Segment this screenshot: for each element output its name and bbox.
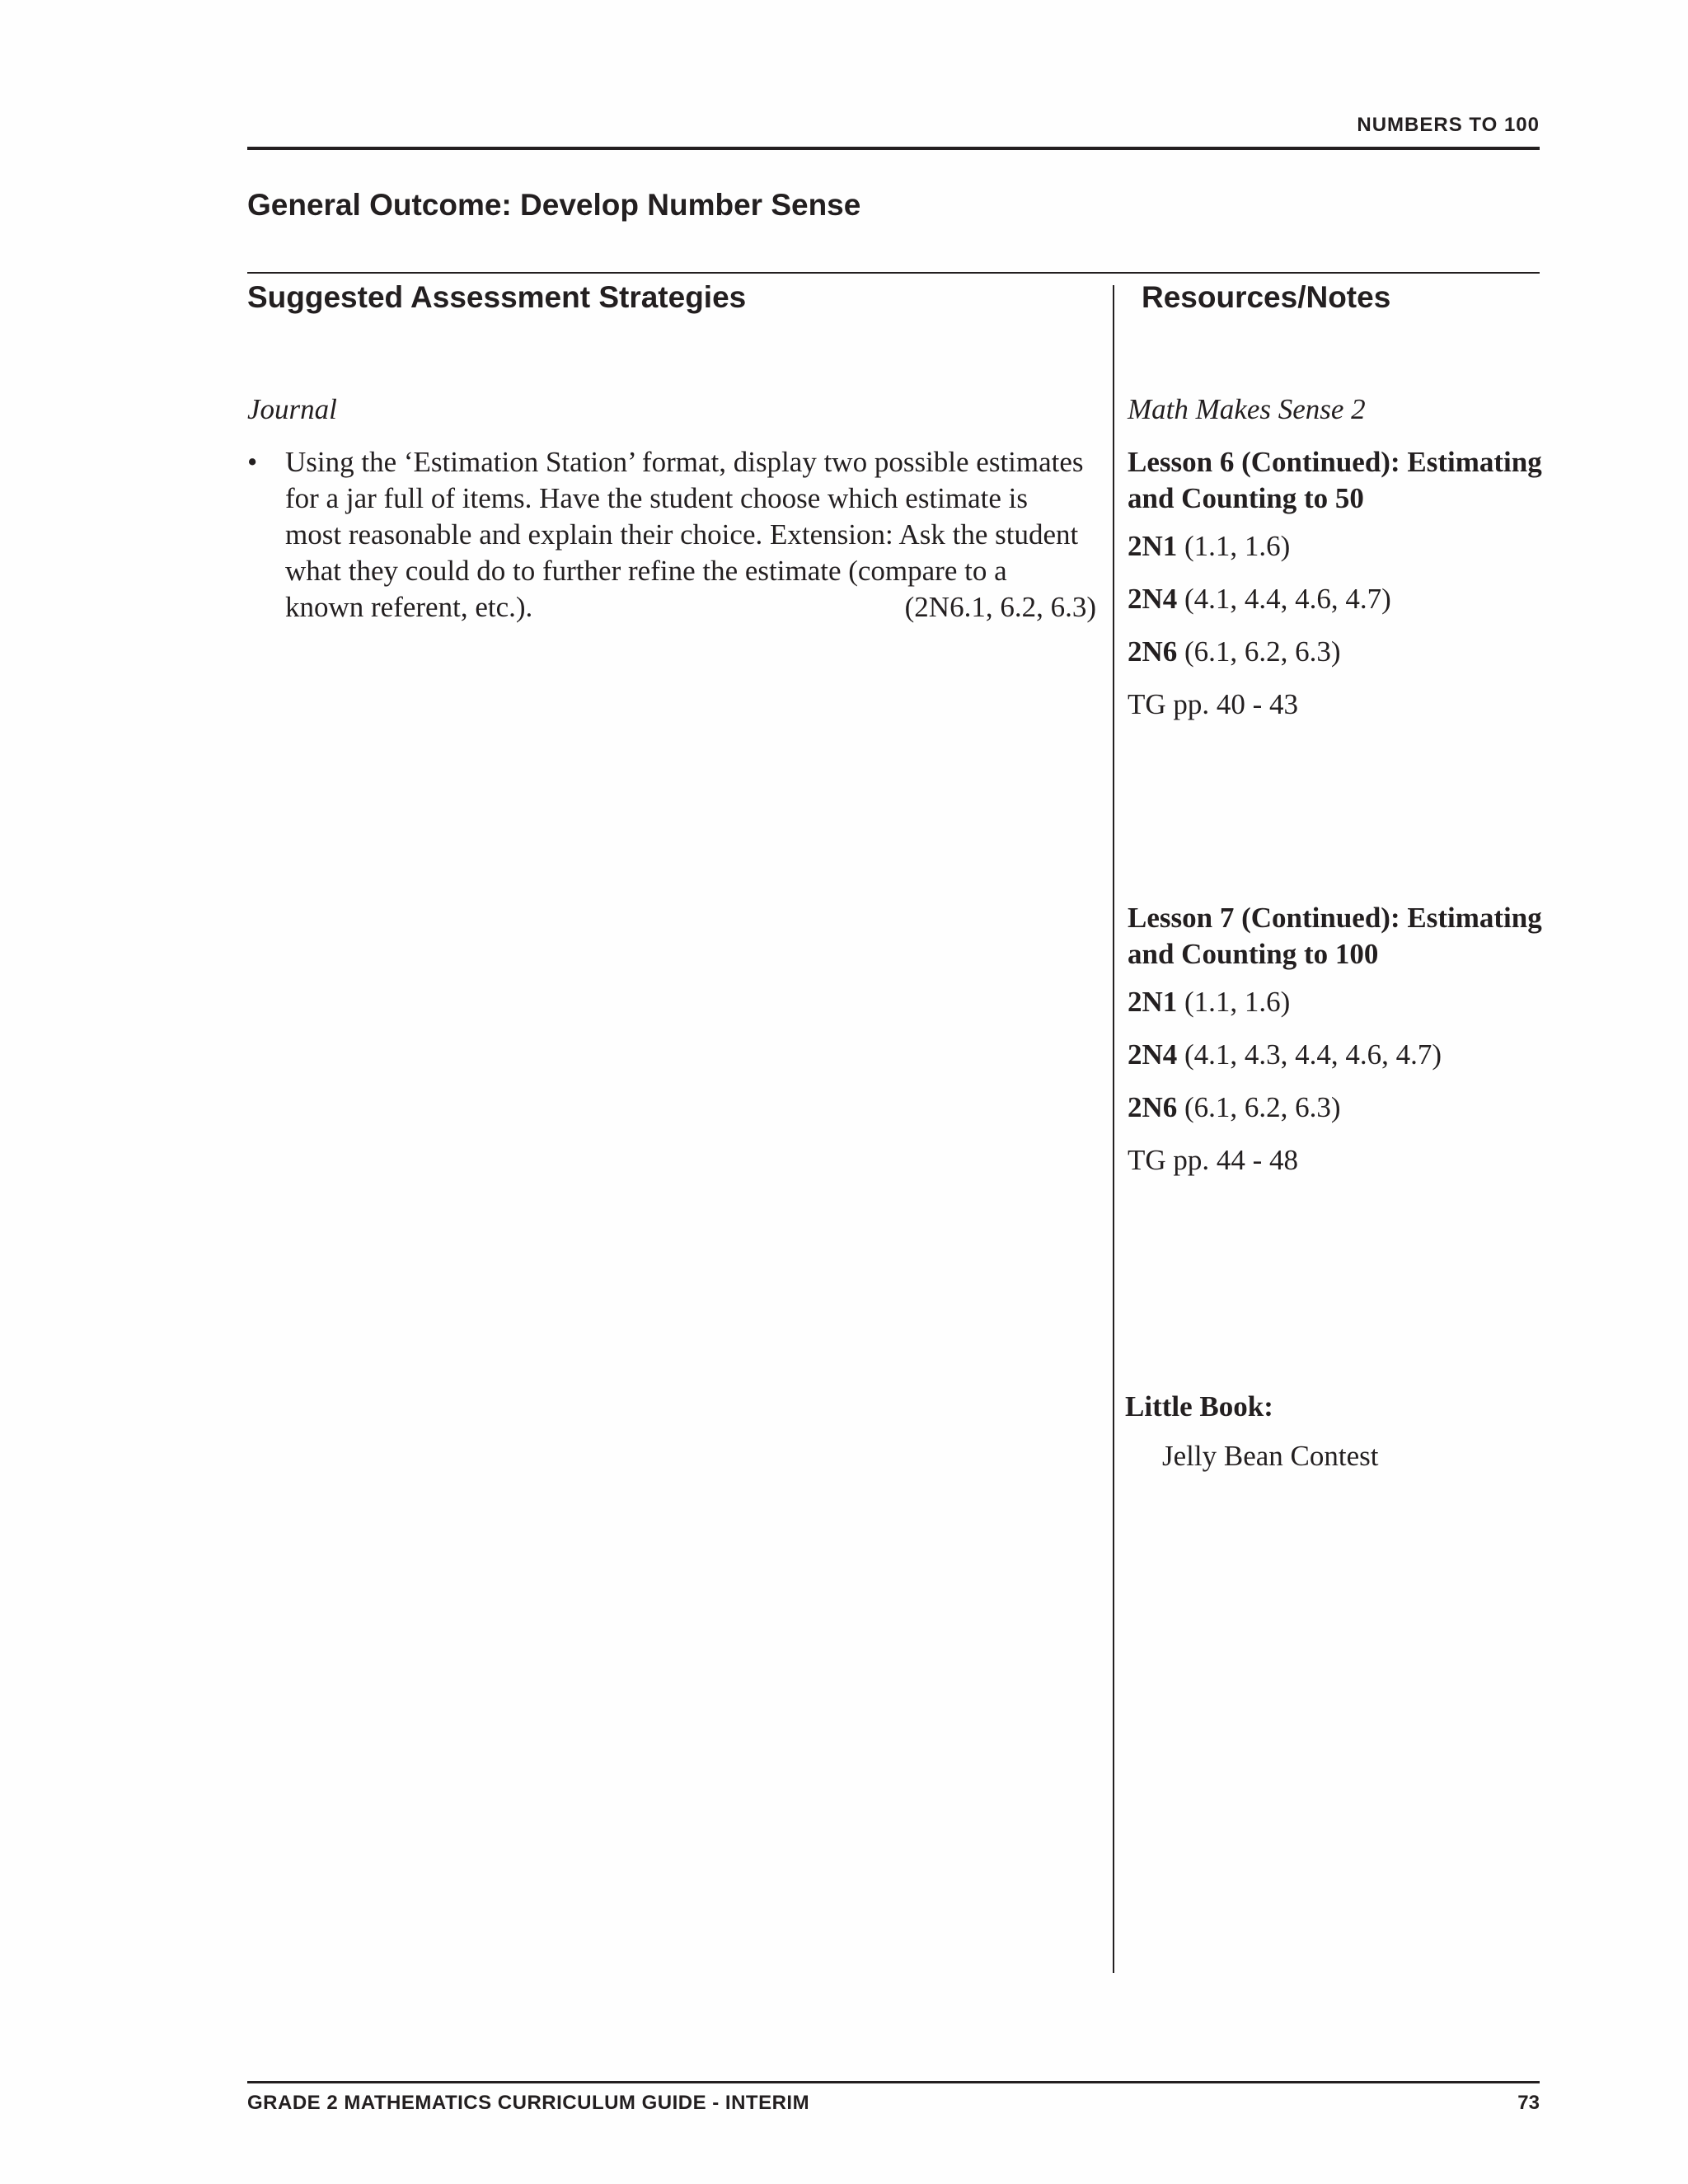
outcome-ref-line (1128, 1037, 1548, 1073)
assessment-bullet-item (247, 444, 1096, 626)
outcome-values: (4.1, 4.3, 4.4, 4.6, 4.7) (1184, 1038, 1442, 1071)
resources-column-heading: Resources/Notes (1142, 280, 1391, 314)
footer-rule (247, 2081, 1540, 2083)
outcome-ref-line (1128, 634, 1548, 670)
little-book-label: Little Book: (1125, 1390, 1273, 1422)
outcome-values: (1.1, 1.6) (1184, 530, 1291, 562)
outcome-values: (6.1, 6.2, 6.3) (1184, 635, 1341, 668)
bullet-text-line: for a jar full of items. Have the student choose which estimate is (285, 482, 1028, 514)
outcome-code: 2N6 (1128, 635, 1178, 668)
lesson7-title (1128, 900, 1548, 972)
footer-title: GRADE 2 MATHEMATICS CURRICULUM GUIDE - INTERIM (247, 2092, 810, 2114)
bullet-text-line: Using the ‘Estimation Station’ format, display two possible estimates (285, 446, 1084, 478)
teacher-guide-pages: TG pp. 40 - 43 (1128, 688, 1299, 720)
bullet-text-line: what they could do to further refine the estimate (compare to a (285, 555, 1007, 587)
bullet-icon: • (247, 446, 258, 478)
lesson6-title-line: Lesson 6 (Continued): Estimating (1128, 446, 1542, 478)
bullet-text-line: known referent, etc.). (285, 591, 533, 623)
running-head: NUMBERS TO 100 (1357, 114, 1540, 136)
outcome-code: 2N4 (1128, 583, 1178, 615)
outcome-code: 2N1 (1128, 986, 1178, 1018)
outcome-values: (1.1, 1.6) (1184, 986, 1291, 1018)
little-book-title: Jelly Bean Contest (1162, 1440, 1379, 1472)
outcome-values: (6.1, 6.2, 6.3) (1184, 1091, 1341, 1123)
lesson7-title-line: Lesson 7 (Continued): Estimating (1128, 902, 1542, 934)
teacher-guide-pages: TG pp. 44 - 48 (1128, 1144, 1299, 1176)
outcome-ref-line (1128, 528, 1548, 565)
outcome-code: 2N6 (1128, 1091, 1178, 1123)
bullet-last-line (285, 589, 1096, 626)
outcome-code: 2N4 (1128, 1038, 1178, 1071)
lesson6-title-line: and Counting to 50 (1128, 482, 1364, 514)
assessment-column-heading: Suggested Assessment Strategies (247, 280, 747, 314)
bullet-text-line: most reasonable and explain their choice. Extension: Ask the student (285, 518, 1079, 551)
resources-lesson7 (1128, 900, 1548, 1195)
outcome-reference: (2N6.1, 6.2, 6.3) (904, 591, 1096, 623)
top-rule (247, 147, 1540, 150)
outcome-code: 2N1 (1128, 530, 1178, 562)
outcome-values: (4.1, 4.4, 4.6, 4.7) (1184, 583, 1391, 615)
outcome-ref-line (1128, 581, 1548, 617)
section-rule (247, 272, 1540, 274)
outcome-ref-line (1128, 1090, 1548, 1126)
resources-lesson6 (1128, 391, 1548, 739)
journal-label: Journal (247, 393, 337, 425)
lesson7-title-line: and Counting to 100 (1128, 938, 1379, 970)
general-outcome-title: General Outcome: Develop Number Sense (247, 188, 861, 222)
column-divider (1113, 285, 1114, 1973)
outcome-ref-line (1128, 984, 1548, 1020)
page-number: 73 (1517, 2092, 1540, 2114)
resource-book-title: Math Makes Sense 2 (1128, 393, 1366, 425)
little-book-section (1125, 1389, 1554, 1474)
lesson6-title (1128, 444, 1548, 517)
assessment-column (247, 391, 1096, 626)
